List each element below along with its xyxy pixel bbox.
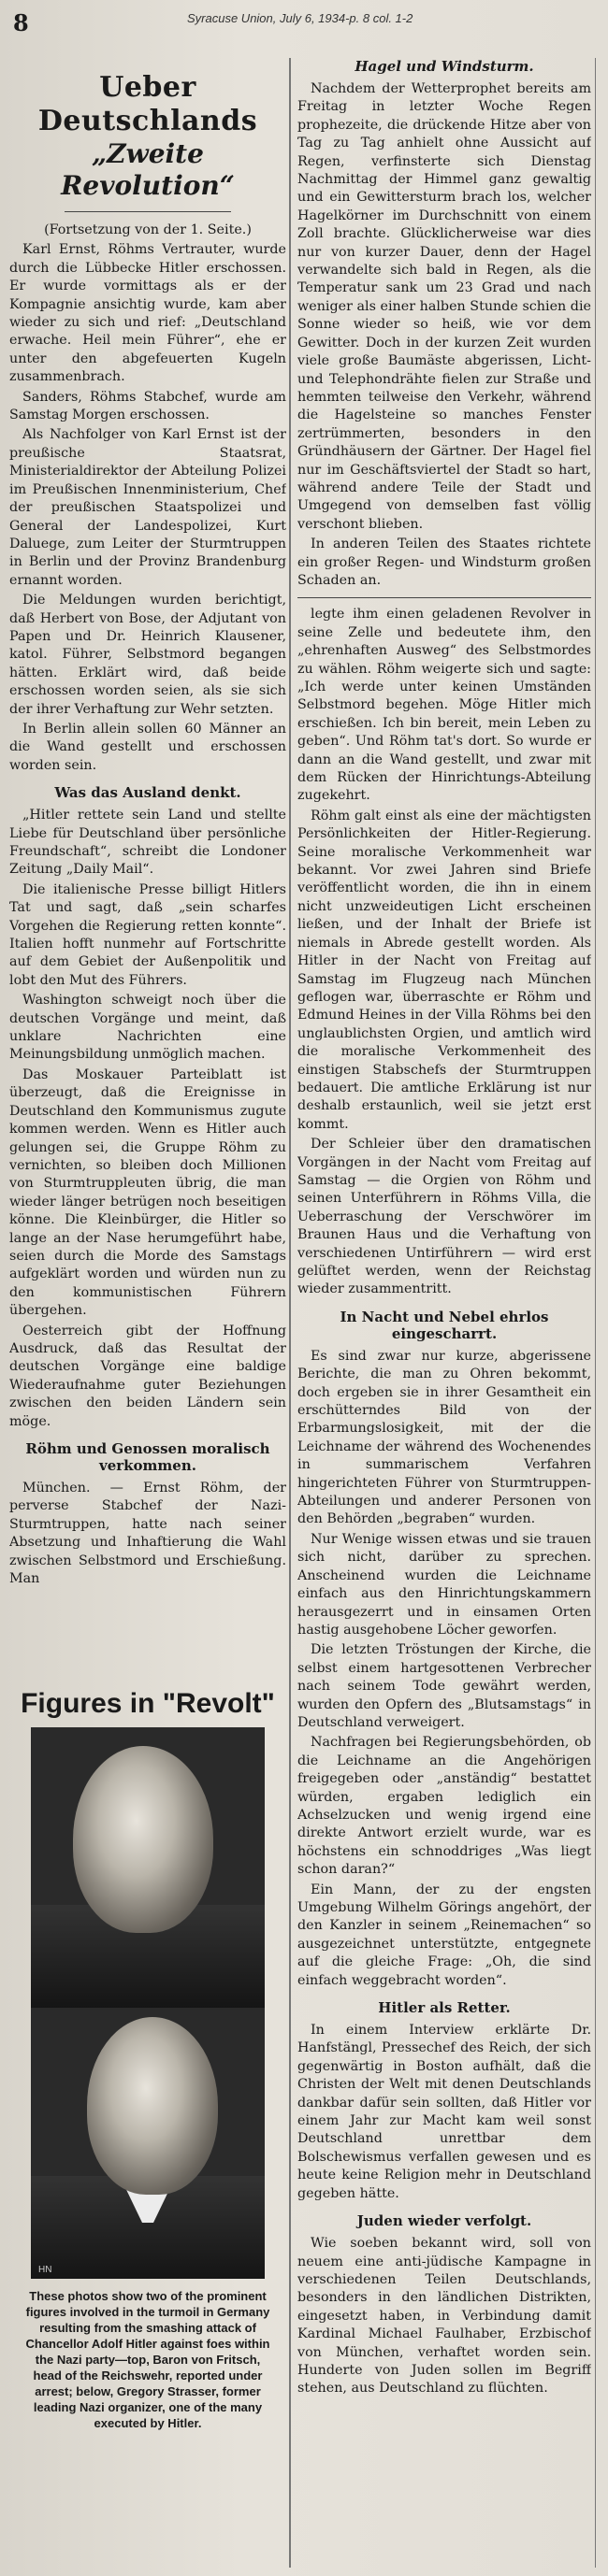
article-paragraph: Sanders, Röhms Stabchef, wurde am Samstag Morgen erschossen. xyxy=(9,389,286,423)
article-rule xyxy=(297,597,591,598)
article-paragraph: Der Schleier über den dramatischen Vorgängen in der Nacht vom Freitag auf Samstag — die Orgien von Röhm und seinen Unterführern in Röhms Villa, die Ueberraschung der Verschwörer im Braunen Haus und die Verhaftung von verschiedenen Untirführern — wird erst gelüftet werden, wenn der Reichstag wieder zusammentritt. xyxy=(297,1137,591,1297)
article-paragraph: In anderen Teilen des Staates richtete ein großer Regen- und Windsturm großen Schaden an. xyxy=(297,537,591,588)
article-paragraph: Karl Ernst, Röhms Vertrauter, wurde durch die Lübbecke Hitler erschossen. Er wurde vormittags als er der Kompagnie ansichtig wurde, kam aber wieder zu sich und rief: „Deutschland erwache. Heil mein Führer“, ehe er unter den abgefeuerten Kugeln zusammenbrach. xyxy=(9,242,286,385)
adjacent-column-edge xyxy=(595,58,608,2568)
section-heading: In Nacht und Nebel ehrlos eingescharrt. xyxy=(340,1308,549,1342)
article-body xyxy=(9,222,286,775)
section-heading: Hitler als Retter. xyxy=(378,1999,511,2017)
article-paragraph: München. — Ernst Röhm, der perverse Stabchef der Nazi-Sturmtruppen, hatte nach seiner Absetzung und Inhaftierung die Wahl zwischen Selbstmord und Erschießung. Man xyxy=(9,1481,286,1587)
article-paragraph: Die Meldungen wurden berichtigt, daß Herbert von Bose, der Adjutant von Papen und Dr. Heinrich Klausener, katol. Führer, Selbstmord begangen hätten. Erklärt wird, daß beide erschossen worden seien, als sie sich der ihrer Verhaftung zur Wehr setzten. xyxy=(9,593,286,717)
article-body xyxy=(297,1348,591,1990)
article-paragraph: Die letzten Tröstungen der Kirche, die selbst einem hartgesottenen Verbrecher nach seinem Tode gewährt werden, wurden den Opfern des „Blutsamstags“ in Deutschland verweigert. xyxy=(297,1642,591,1730)
article-body xyxy=(297,80,591,590)
column-divider xyxy=(289,58,291,2568)
article-paragraph: Es sind zwar nur kurze, abgerissene Berichte, die man zu Ohren bekommt, doch ergeben sie in ihrer Gesamtheit ein erschütterndes Bild von der Erbarmungslosigkeit, mit der die Leichname der während des Wochenendes in summarischem Verfahren hingerichteten Führer von Sturmtruppen-Abteilungen und anderer Personen von den Behörden „begraben“ wurden. xyxy=(297,1348,591,1527)
headline-sub: „Zweite Revolution“ xyxy=(61,138,235,201)
article-body xyxy=(297,2235,591,2398)
photo-feature xyxy=(9,1682,286,2570)
article-paragraph: Nachfragen bei Regierungsbehörden, ob die Leichname an die Angehörigen freigegeben oder „anständig“ bestattet würden, ergaben lediglich ein Achselzucken und wenig irgend eine direkte Antwort erzielt wurde, war es höchstens ein schnoddriges „Was liegt schon daran?“ xyxy=(297,1735,591,1878)
portrait-photo-top xyxy=(31,1727,265,2008)
headline-rule xyxy=(65,211,231,212)
source-citation: Syracuse Union, July 6, 1934-p. 8 col. 1-2 xyxy=(187,11,413,25)
photo-feature-title: Figures in "Revolt" xyxy=(21,1688,275,1719)
page-header xyxy=(0,4,608,41)
article-body xyxy=(297,606,591,1298)
page-number: 8 xyxy=(13,9,29,36)
article-body xyxy=(297,2022,591,2203)
article-paragraph: Die italienische Presse billigt Hitlers Tat und sagt, daß „sein scharfes Vorgehen die Regierung retten konnte“. Italien hofft nunmehr auf Fortschritte auf dem Gebiet der Außenpolitik und lobt den Mut des Führers. xyxy=(9,881,286,988)
portrait-photo-bottom xyxy=(31,2008,265,2279)
column-right xyxy=(297,58,591,2568)
article-paragraph: Ein Mann, der zu der engsten Umgebung Wilhelm Görings angehört, der den Kanzler in seinem „Reinemachen“ so ausgezeichnet unterstützte, entgegnete auf die gleiche Frage: „Oh, die sind einfach weggebracht worden“. xyxy=(297,1882,591,1988)
section-heading: Was das Ausland denkt. xyxy=(54,784,241,802)
article-paragraph: „Hitler rettete sein Land und stellte Liebe für Deutschland über persönliche Freundschaft“, schreibt die Londoner Zeitung „Daily Mail“. xyxy=(9,808,286,878)
article-paragraph: Nur Wenige wissen etwas und sie trauen sich nicht, darüber zu sprechen. Anscheinend wurden die Leichname einfach aus den Hinrichtungskammern herausgezerrt und in einsamen Orten hastig ausgehobene Löcher geworfen. xyxy=(297,1531,591,1638)
artist-signature: HN xyxy=(38,2265,52,2275)
headline-main: Ueber Deutschlands xyxy=(37,71,258,137)
article-paragraph: Röhm galt einst als eine der mächtigsten Persönlichkeiten der Hitler-Regierung. Seine moralische Verkommenheit war bekannt. Vor zwei Jahren sind Briefe veröffentlicht worden, die ihn in einem nicht unzweideutigen Licht erscheinen ließen, und der Inhalt der Briefe ist niemals in Abrede gestellt worden. Als Hitler in der Nacht von Freitag auf Samstag im Flugzeug nach München geflogen war, überraschte er Röhm und Edmund Heines in der Villa Röhms bei den unglaublichsten Orgien, und amtlich wird die moralische Verkommenheit des einstigen Stabschefs der Sturmtruppen bedauert. Die amtliche Erklärung ist nur deshalb erstaunlich, weil sie jetzt erst kommt. xyxy=(297,808,591,1132)
article-paragraph: Washington schweigt noch über die deutschen Vorgänge und meint, daß unklare Nachrichten eine Meinungsbildung unmöglich machen. xyxy=(9,993,286,1063)
article-paragraph: legte ihm einen geladenen Revolver in seine Zelle und bedeutete ihm, den „ehrenhaften Ausweg“ des Selbstmordes zu wählen. Röhm weigerte sich und sagte: „Ich werde unter keinen Umständen Selbstmord begehen. Möge Hitler mich erschießen. Ich bin bereit, mein Leben zu geben“. Und Röhm tat's dort. So wurde er dann an die Wand gestellt, und zwar mit dem Rücken der Hinrichtungs-Abteilung zugekehrt. xyxy=(297,607,591,804)
photo-caption: These photos show two of the prominent figures involved in the turmoil in Germany resulting from the smashing attack of Chancellor Adolf Hitler against foes within the Nazi party—top, Baron von Fritsch, head of the Reichswehr, reported under arrest; below, Gregory Strasser, former leading Nazi organizer, one of the many executed by Hitler. xyxy=(25,2289,270,2430)
article-body xyxy=(9,807,286,1431)
section-heading: Röhm und Genossen moralisch verkommen. xyxy=(25,1440,270,1474)
article-paragraph: Wie soeben bekannt wird, soll von neuem eine anti-jüdische Kampagne in verschiedenen Teilen Deutschlands, besonders in den ländlichen Distrikten, eingesetzt haben, in Verbindung damit Kardinal Michael Faulhaber, Erzbischof von München, verhaftet worden sein. Hunderte von Juden sollen im Begriff stehen, aus Deutschland zu flüchten. xyxy=(297,2236,591,2397)
article-paragraph: Oesterreich gibt der Hoffnung Ausdruck, daß das Resultat der deutschen Vorgänge eine baldige Wiederaufnahme guter Beziehungen zwischen den beiden Ländern sein möge. xyxy=(9,1323,286,1429)
article-paragraph: (Fortsetzung von der 1. Seite.) xyxy=(44,222,252,237)
section-heading: Hagel und Windsturm. xyxy=(355,58,534,75)
article-paragraph: Das Moskauer Parteiblatt ist überzeugt, daß die Ereignisse in Deutschland den Kommunismus zugute kommen werden. Wenn es Hitler auch gelungen sei, die Gruppe Röhm zu vernichten, so bleiben doch Millionen von Sturmtruppleuten übrig, die man wieder länger betrügen noch beseitigen könne. Die Kleinbürger, die Hitler so lange an der Nase herumgeführt habe, seien durch die Morde des Samstags aufgeklärt worden und würden nun zu den kommunistischen Führern übergehen. xyxy=(9,1066,286,1319)
article-paragraph: In einem Interview erklärte Dr. Hanfstängl, Pressechef des Reich, der sich gegenwärtig in Boston aufhält, daß die Christen der Welt mit denen Deutschlands dankbar dafür sein sollten, daß Hitler vor einem Jahr zur Macht kam weil sonst Deutschland unrettbar dem Bolschewismus verfallen gewesen und es heute keine Religion mehr in Deutschland gegeben hätte. xyxy=(297,2023,591,2201)
section-heading: Juden wieder verfolgt. xyxy=(356,2212,532,2230)
article-body xyxy=(9,1480,286,1588)
article-paragraph: Als Nachfolger von Karl Ernst ist der preußische Staatsrat, Ministerialdirektor der Abteilung Polizei im Preußischen Innenministerium, Chef der preußischen Staatspolizei und General der Landespolizei, Kurt Daluege, zum Leiter der Sturmtruppen in Berlin und der Provinz Brandenburg ernannt worden. xyxy=(9,427,286,588)
article-paragraph: Nachdem der Wetterprophet bereits am Freitag in letzter Woche Regen prophezeite, die drückende Hitze aber von Tag zu Tag anhielt ohne Aussicht auf Regen, verfinsterte sich Dienstag Nachmittag der Himmel ganz gewaltig und ein Gewittersturm brach los, welcher Hagelkörner im Durchschnitt von einem Zoll brachte. Glücklicherweise war dies nur von kurzer Dauer, denn der Hagel verwandelte sich bald in Regen, als die Temperatur sank um 23 Grad und nach weniger als einer halben Stunde schien die Sonne wieder so heiß, wie vor dem Gewitter. Doch in der kurzen Zeit wurden viele große Baumäste abgerissen, Licht- und Telephondrähte fielen zur Straße und hemmten teilweise den Verkehr, während die Hagelsteine so manches Fenster zertrümmerten, besonders in den Gründhäusern der Gärtner. Der Hagel fiel nur im Geschäftsviertel der Stadt so hart, während andere Teile der Stadt und Umgegend von demselben fast völlig verschont blieben. xyxy=(297,81,591,532)
article-paragraph: In Berlin allein sollen 60 Männer an die Wand gestellt und erschossen worden sein. xyxy=(9,721,286,773)
